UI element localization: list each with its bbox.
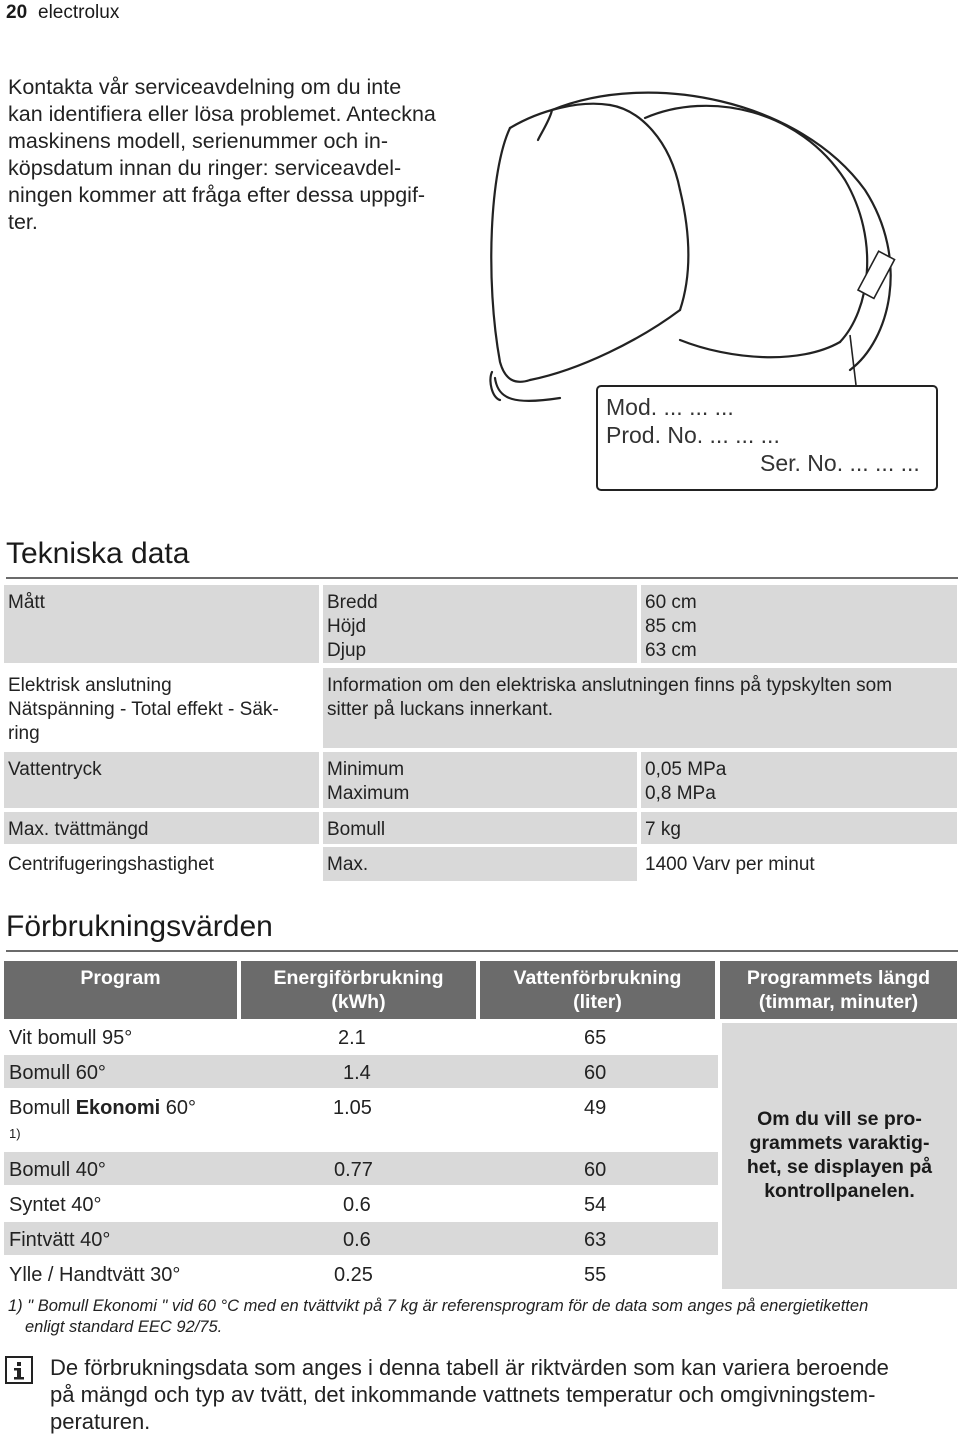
intro-line: Kontakta vår serviceavdelning om du inte [8, 75, 402, 99]
tech-info-text: sitter på luckans innerkant. [327, 699, 554, 720]
header-water [480, 961, 715, 1019]
rating-plate-serial-number: Ser. No. ... ... ... [760, 450, 920, 476]
tech-sub-text: Bredd [327, 592, 378, 613]
energy-value: 0.25 [334, 1264, 373, 1286]
program-name: Fintvätt 40° [9, 1229, 111, 1251]
duration-note-line: kontrollpanelen. [764, 1180, 915, 1202]
header-text: Energiförbrukning [273, 967, 444, 989]
program-name [9, 1096, 196, 1120]
header-program [4, 961, 237, 1019]
program-name: Vit bomull 95° [9, 1027, 133, 1049]
header-text: Vattenförbrukning [513, 967, 682, 989]
program-name: Ylle / Handtvätt 30° [9, 1264, 181, 1286]
footnote-line: enligt standard EEC 92/75. [25, 1318, 223, 1336]
tech-row-value [641, 847, 957, 881]
header-text: (kWh) [331, 991, 386, 1013]
tech-sub-text: Bomull [327, 819, 386, 840]
tech-row-sub [323, 585, 637, 663]
program-name-part: 60° [160, 1097, 196, 1119]
info-line: De förbrukningsdata som anges i denna tabell är riktvärden som kan variera beroende [50, 1355, 889, 1380]
tech-data-table [0, 585, 960, 885]
program-name: Bomull 60° [9, 1062, 106, 1084]
tech-sub-text: Minimum [327, 759, 405, 780]
intro-paragraph [8, 74, 478, 236]
footnote-line: 1) " Bomull Ekonomi " vid 60 °C med en tvättvikt på 7 kg är referensprogram för de data som anges på energietiketten [8, 1297, 869, 1315]
tech-row-sub [323, 847, 637, 881]
tech-sub-text: Max. [327, 854, 369, 875]
tech-sub-text: Djup [327, 640, 367, 661]
intro-line: ter. [8, 210, 38, 234]
water-value: 60 [584, 1159, 607, 1181]
page-header [0, 0, 960, 26]
tech-row-value [641, 752, 957, 808]
tech-label-text: Nätspänning - Total effekt - Säk- [8, 699, 279, 720]
tech-row-value [641, 585, 957, 663]
table-row [0, 1187, 718, 1220]
tech-row-sub [323, 812, 637, 844]
rating-plate-model: Mod. ... ... ... [606, 394, 734, 420]
header-text: Programmets längd [746, 967, 931, 989]
table-row [4, 1222, 718, 1255]
intro-line: kan identifiera eller lösa problemet. Anteckna [8, 102, 436, 126]
intro-line: köpsdatum innan du ringer: serviceavdel- [8, 156, 402, 180]
brand-name: electrolux [38, 2, 120, 23]
water-value: 60 [584, 1062, 607, 1084]
tech-row-label [4, 847, 319, 881]
table-footnote [8, 1296, 958, 1338]
program-name-part: Bomull [9, 1097, 76, 1119]
energy-value: 2.1 [338, 1027, 366, 1049]
duration-note-line: het, se displayen på [746, 1156, 933, 1178]
energy-value: 1.05 [333, 1097, 372, 1119]
energy-value: 1.4 [343, 1062, 371, 1084]
water-value: 55 [584, 1264, 607, 1286]
info-line: peraturen. [50, 1409, 151, 1434]
tech-row-label [4, 752, 319, 808]
tech-row-sub [323, 752, 637, 808]
consumption-divider [6, 950, 958, 952]
program-name: Syntet 40° [9, 1194, 102, 1216]
tech-row-text [323, 668, 957, 748]
water-value: 54 [584, 1194, 607, 1216]
tech-value-text: 0,05 MPa [645, 759, 727, 780]
tech-label-text: Elektrisk anslutning [8, 675, 172, 696]
tech-row-label [4, 668, 319, 748]
consumption-title: Förbrukningsvärden [6, 910, 273, 943]
program-name-bold: Ekonomi [75, 1097, 161, 1119]
tech-value-text: 60 cm [645, 592, 697, 613]
header-text: Program [80, 967, 161, 989]
tech-row-label [4, 812, 319, 844]
duration-note-line: grammets varaktig- [749, 1132, 930, 1154]
header-text: (liter) [573, 991, 622, 1013]
water-value: 63 [584, 1229, 607, 1251]
info-line: på mängd och typ av tvätt, det inkommande vattnets temperatur och omgivningstem- [50, 1382, 876, 1407]
energy-value: 0.6 [343, 1194, 371, 1216]
table-row [0, 1257, 718, 1290]
tech-row-value [641, 812, 957, 844]
tech-sub-text: Maximum [327, 783, 410, 804]
tech-label-text: ring [8, 723, 40, 744]
tech-row-label [4, 585, 319, 663]
tech-info-text: Information om den elektriska anslutningen finns på typskylten som [327, 675, 893, 696]
table-row [0, 1090, 718, 1150]
duration-note-box [722, 1023, 957, 1289]
table-row [0, 1020, 718, 1053]
header-duration [720, 961, 957, 1019]
tech-value-text: 0,8 MPa [645, 783, 716, 804]
table-row [4, 1152, 718, 1185]
energy-value: 0.6 [343, 1229, 371, 1251]
tech-label-text: Centrifugeringshastighet [8, 854, 214, 875]
footnote-marker: 1) [9, 1126, 21, 1141]
intro-line: maskinens modell, serienummer och in- [8, 129, 388, 153]
duration-note-line: Om du vill se pro- [757, 1108, 922, 1130]
energy-value: 0.77 [334, 1159, 373, 1181]
page-number: 20 [6, 2, 28, 23]
tech-label-text: Vattentryck [8, 759, 102, 780]
water-value: 49 [584, 1097, 607, 1119]
rating-plate-product-number: Prod. No. ... ... ... [606, 422, 780, 448]
rating-plate [606, 393, 920, 477]
program-name: Bomull 40° [9, 1159, 106, 1181]
tech-label-text: Max. tvättmängd [8, 819, 149, 840]
tech-data-divider [6, 577, 958, 579]
tech-value-text: 63 cm [645, 640, 697, 661]
tech-data-title: Tekniska data [6, 537, 190, 570]
header-text: (timmar, minuter) [758, 991, 919, 1013]
header-energy [241, 961, 476, 1019]
tech-value-text: 1400 Varv per minut [645, 854, 815, 875]
tech-label-text: Mått [8, 592, 45, 613]
tech-value-text: 85 cm [645, 616, 697, 637]
tech-sub-text: Höjd [327, 616, 367, 637]
tech-value-text: 7 kg [645, 819, 681, 840]
info-note [50, 1354, 955, 1435]
intro-line: ningen kommer att fråga efter dessa uppgif- [8, 183, 426, 207]
water-value: 65 [584, 1027, 607, 1049]
info-icon [5, 1356, 33, 1384]
table-row [4, 1055, 718, 1088]
